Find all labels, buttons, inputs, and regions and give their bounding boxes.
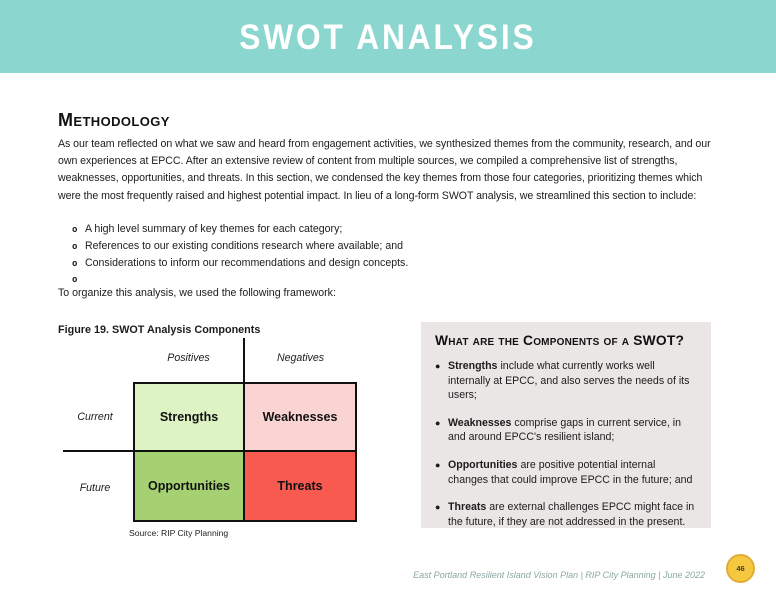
quadrant-threats xyxy=(245,452,355,520)
page-number: 46 xyxy=(736,564,745,573)
footer-citation: East Portland Resilient Island Vision Plan | RIP City Planning | June 2022 xyxy=(413,570,705,580)
callout-item xyxy=(435,416,697,445)
bullet-icon: o xyxy=(72,242,78,252)
bullet-icon: ● xyxy=(435,417,441,428)
quadrant-label: Strengths xyxy=(159,410,219,424)
list-item xyxy=(72,238,672,255)
callout-term: Weaknesses xyxy=(448,416,512,429)
callout-desc: comprise gaps in current service, in and around EPCC's resilient island; xyxy=(448,416,682,444)
callout-item xyxy=(435,500,697,529)
callout-term: Strengths xyxy=(448,360,498,372)
quadrant-label: Opportunities xyxy=(148,479,230,493)
list-item xyxy=(72,221,672,238)
swot-matrix xyxy=(133,382,357,522)
quadrant-opportunities xyxy=(135,452,245,520)
row-label-current: Current xyxy=(77,411,113,423)
swot-components-callout xyxy=(421,322,711,528)
list-item xyxy=(72,272,672,288)
quadrant-weaknesses xyxy=(245,384,355,452)
header-banner xyxy=(0,0,776,73)
callout-item xyxy=(435,458,697,487)
callout-item xyxy=(435,359,697,403)
quadrant-label: Weaknesses xyxy=(262,410,338,424)
row-label-future: Future xyxy=(79,482,111,494)
callout-item-text xyxy=(448,416,697,445)
column-divider-line xyxy=(243,338,245,382)
row-divider-line xyxy=(63,450,133,452)
list-item-text: Considerations to inform our recommendations and design concepts. xyxy=(85,257,409,269)
callout-desc: are external challenges EPCC might face in the future, if they are not addressed in the present. xyxy=(448,501,695,528)
bullet-icon: o xyxy=(72,225,78,235)
figure-caption: Figure 19. SWOT Analysis Components xyxy=(58,324,261,336)
methodology-heading: Methodology xyxy=(58,110,170,130)
bullet-icon: ● xyxy=(435,361,441,371)
callout-item-text xyxy=(448,500,697,529)
page-title: SWOT ANALYSIS xyxy=(239,15,537,56)
callout-item-text xyxy=(448,359,697,403)
quadrant-strengths xyxy=(135,384,245,452)
methodology-paragraph: As our team reflected on what we saw and heard from engagement activities, we synthesized themes from the community, research, and our own experiences at EPCC. After an extensive review of content from multiple sources, we compiled a comprehensive list of strengths, weaknesses, opportunities, and threats. In this section, we condensed the key themes from those four categories, prioritizing themes which were the most frequently raised and highest potential impact. In lieu of a long-form SWOT analysis, we streamlined this section to include: xyxy=(58,138,711,202)
callout-term: Threats xyxy=(448,501,487,514)
column-header-negatives: Negatives xyxy=(276,352,325,364)
bullet-icon: o xyxy=(72,275,78,285)
bullet-icon: o xyxy=(72,259,78,269)
quadrant-label: Threats xyxy=(277,479,323,493)
column-header-positives: Positives xyxy=(167,352,210,364)
figure-source: Source: RIP City Planning xyxy=(129,528,229,538)
page-number-badge xyxy=(726,554,755,583)
list-item-text: References to our existing conditions research where available; and xyxy=(85,240,403,252)
callout-desc: are positive potential internal changes that could improve EPCC in the future; and xyxy=(448,458,693,486)
framework-intro-text: To organize this analysis, we used the following framework: xyxy=(58,287,336,299)
callout-item-text xyxy=(448,458,697,487)
list-item xyxy=(72,255,672,272)
callout-desc: include what currently works well internally at EPCC, and also serves the needs of its users; xyxy=(448,360,690,402)
callout-bullet-list xyxy=(435,359,697,529)
callout-term: Opportunities xyxy=(448,458,518,471)
bullet-icon: ● xyxy=(435,502,441,513)
list-item-text: A high level summary of key themes for each category; xyxy=(85,223,343,235)
methodology-bullet-list xyxy=(72,221,672,288)
callout-heading: What are the Components of a SWOT? xyxy=(435,333,685,348)
bullet-icon: ● xyxy=(435,459,441,470)
